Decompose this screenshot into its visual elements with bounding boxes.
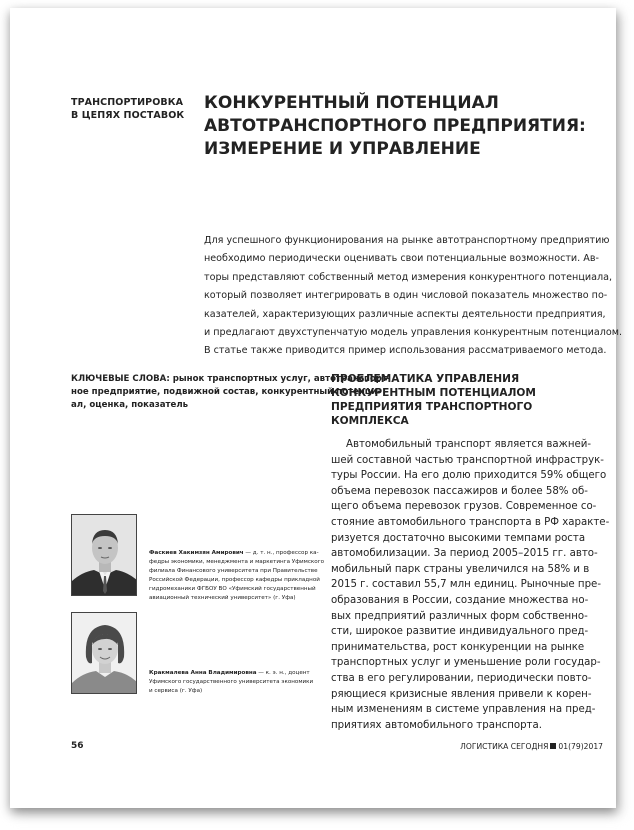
- body-line: образования в России, создание множества но-: [331, 594, 589, 606]
- journal-footer: [460, 742, 603, 751]
- abstract-line: который позволяет интегрировать в один числовой показатель множество по-: [204, 290, 608, 302]
- author-bio-text: — к. э. н., доцент: [256, 670, 310, 676]
- author-bio-line: [149, 549, 329, 558]
- portrait-male-icon: [72, 515, 137, 596]
- abstract: [204, 232, 623, 361]
- author-bio-1: [149, 549, 329, 603]
- author-bio-2: [149, 669, 329, 696]
- abstract-line: В статье также приводится пример использования рассматриваемого метода.: [204, 345, 607, 357]
- keywords-line: КЛЮЧЕВЫЕ СЛОВА: рынок транспортных услуг, автотранспорт-: [71, 374, 391, 384]
- author-bio-line: Уфимского государственного университета экономики: [149, 679, 314, 685]
- body-line: щего объема перевозок грузов. Современное со-: [331, 501, 597, 513]
- author-bio-line: авиационный технический университет» (г. Уфа): [149, 595, 296, 601]
- author-name: Фаскиев Хакимзян Амирович: [149, 550, 244, 556]
- body-line: Автомобильный транспорт является важней-: [346, 439, 592, 450]
- abstract-line: Для успешного функционирования на рынке автотранспортному предприятию: [204, 235, 610, 246]
- section-heading-line: КОНКУРЕНТНЫМ ПОТЕНЦИАЛОМ: [331, 387, 536, 399]
- title-line: АВТОТРАНСПОРТНОГО ПРЕДПРИЯТИЯ:: [204, 116, 586, 136]
- abstract-line: казателей, характеризующих различные аспекты деятельности предприятия,: [204, 308, 606, 320]
- square-bullet-icon: [550, 743, 556, 749]
- body-line: стояние автомобильного транспорта в РФ характе-: [331, 516, 610, 528]
- body-line: ства в его регулировании, периодически повто-: [331, 672, 592, 684]
- author-bio-line: Российской Федерации, профессор кафедры прикладной: [149, 577, 320, 583]
- abstract-line: и предлагают двухступенчатую модель управления конкурентным потенциалом.: [204, 327, 623, 339]
- author-photo-2: [71, 612, 137, 694]
- author-photo-1: [71, 514, 137, 596]
- body-line: автомобилизации. За период 2005–2015 гг. авто-: [331, 548, 598, 560]
- keywords: [71, 373, 391, 413]
- author-bio-line: федры экономики, менеджмента и маркетинга Уфимского: [149, 559, 325, 565]
- body-line: мобильный парк страны увеличился на 58% и в: [331, 563, 590, 575]
- body-line: ным изменениям в системе управления на пред-: [331, 704, 596, 716]
- body-line: ряющиеся кризисные явления привели к корен-: [331, 688, 592, 700]
- section-heading-line: ПРЕДПРИЯТИЯ ТРАНСПОРТНОГО: [331, 401, 533, 413]
- body-line: приятиях автомобильного транспорта.: [331, 719, 542, 731]
- body-line: сти, широкое развитие индивидуального пред-: [331, 626, 589, 638]
- author-bio-text: — д. т. н., профессор ка-: [243, 550, 319, 556]
- abstract-line: необходимо периодически оценивать свои потенциальные возможности. Ав-: [204, 253, 599, 265]
- keywords-line: ал, оценка, показатель: [71, 400, 189, 411]
- section-heading: [331, 372, 591, 428]
- section-label-line: В ЦЕПЯХ ПОСТАВОК: [71, 110, 185, 121]
- title-line: КОНКУРЕНТНЫЙ ПОТЕНЦИАЛ: [204, 93, 499, 113]
- section-heading-line: ПРОБЛЕМАТИКА УПРАВЛЕНИЯ: [331, 373, 520, 385]
- body-line: вых предприятий различных форм собственно-: [331, 610, 588, 622]
- body-line: 2015 г. составил 55,7 млн единиц. Рыночные пре-: [331, 579, 602, 591]
- author-bio-line: филиала Финансового университета при Правительстве: [149, 568, 318, 574]
- body-text: [331, 437, 610, 733]
- body-line: ризуется достаточно высокими темпами роста: [331, 532, 586, 544]
- journal-issue: 01(79)2017: [558, 742, 603, 751]
- author-bio-line: и сервиса (г. Уфа): [149, 688, 203, 694]
- section-heading-line: КОМПЛЕКСА: [331, 415, 409, 427]
- section-label-line: ТРАНСПОРТИРОВКА: [71, 97, 184, 108]
- keywords-line: ное предприятие, подвижной состав, конкурентный потенци-: [71, 387, 381, 398]
- body-line: объема перевозок пассажиров и более 58% об-: [331, 485, 588, 497]
- author-bio-line: [149, 669, 329, 678]
- section-label: [71, 96, 191, 122]
- journal-name: ЛОГИСТИКА СЕГОДНЯ: [460, 742, 549, 751]
- body-line: шей составной частью транспортной инфраструк-: [331, 454, 604, 466]
- portrait-female-icon: [72, 613, 137, 694]
- author-name: Кракмалева Анна Владимировна: [149, 670, 257, 676]
- body-line: туры России. На его долю приходится 59% общего: [331, 470, 607, 482]
- body-line: принимательства, рост конкуренции на рынке: [331, 641, 585, 653]
- article-title: [204, 92, 584, 161]
- abstract-line: торы представляют собственный метод измерения конкурентного потенциала,: [204, 271, 613, 283]
- author-bio-line: гидромеханики ФГБОУ ВО «Уфимский государственный: [149, 586, 316, 592]
- body-line: транспортных услуг и уменьшение роли государ-: [331, 657, 601, 669]
- title-line: ИЗМЕРЕНИЕ И УПРАВЛЕНИЕ: [204, 139, 481, 159]
- page-number: 56: [71, 741, 84, 751]
